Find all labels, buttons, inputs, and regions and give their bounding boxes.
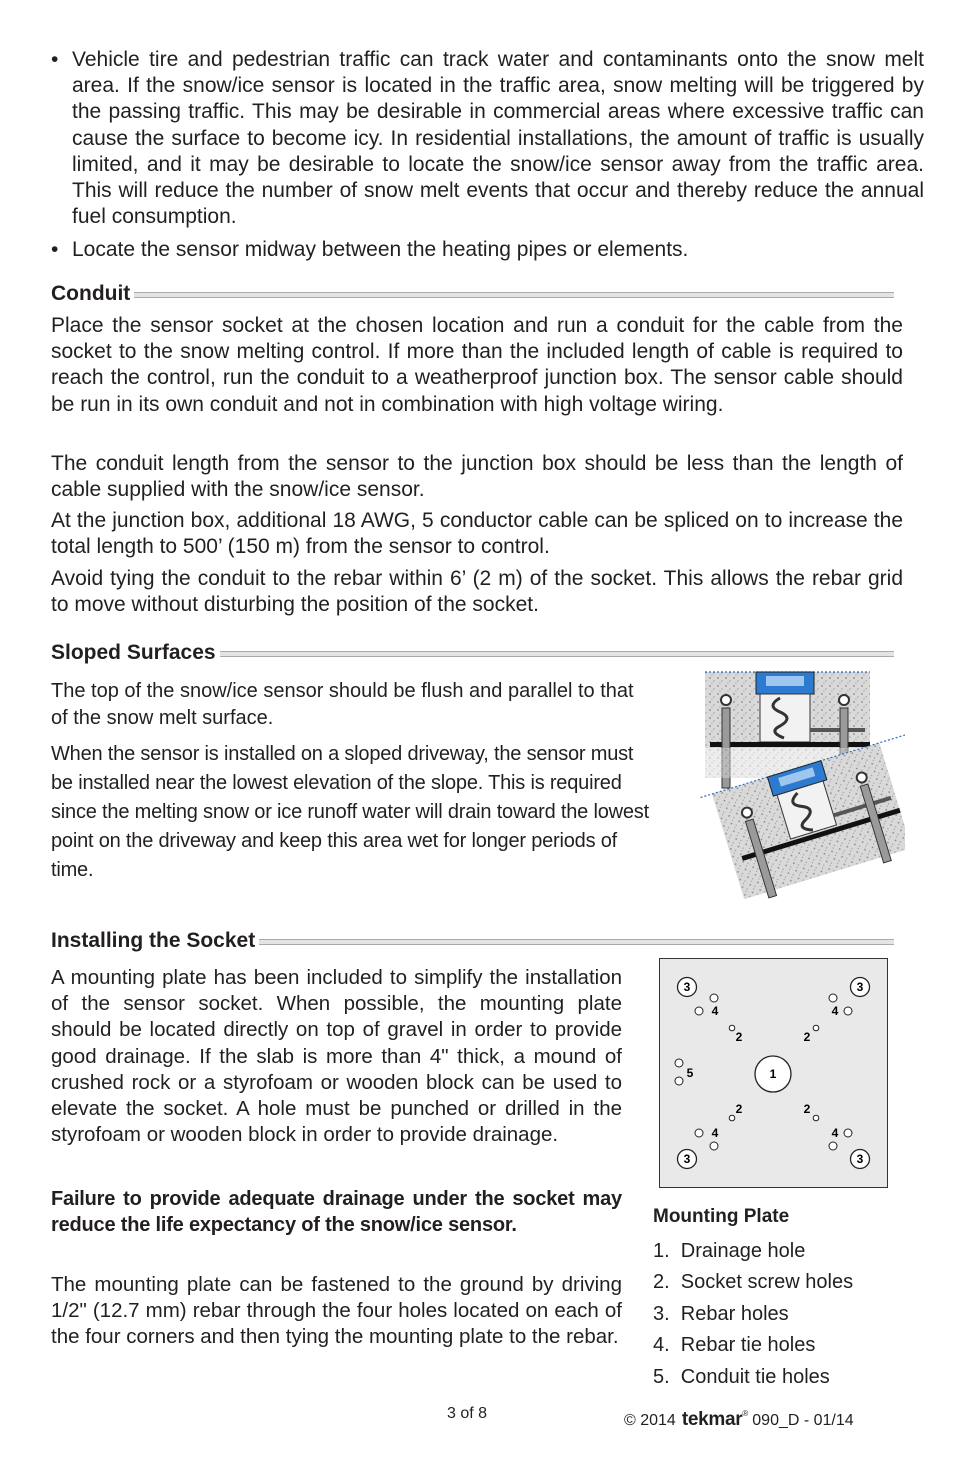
socket-warning: Failure to provide adequate drainage under the socket may reduce the life expectancy of the snow/ice sensor. <box>51 1188 622 1237</box>
socket-paragraph: The mounting plate can be fastened to the ground by driving 1/2" (12.7 mm) rebar through the four holes located on each of the four corners and then tying the mounting plate to the rebar. <box>51 1273 622 1349</box>
bullet-midway: • Locate the sensor midway between the heating pipes or elements. <box>51 237 924 263</box>
legend-item: 3. Rebar holes <box>653 1302 789 1325</box>
label-4: 4 <box>711 1004 719 1018</box>
label-4: 4 <box>831 1004 839 1018</box>
sloped-heading-text: Sloped Surfaces <box>51 641 216 664</box>
sloped-paragraph: When the sensor is installed on a sloped driveway, the sensor must be installed near the lowest elevation of the slope. This is required since the melting snow or ice runoff water will drain toward the lowest point on the driveway and keep this area wet for longer periods of time. <box>51 743 649 881</box>
socket-heading <box>51 928 894 954</box>
label-4: 4 <box>711 1126 719 1140</box>
label-2: 2 <box>735 1030 743 1044</box>
sensor-installation-illustration <box>700 668 905 930</box>
heading-rule <box>134 292 894 298</box>
label-3: 3 <box>683 980 691 994</box>
conduit-paragraph: Avoid tying the conduit to the rebar within 6’ (2 m) of the socket. This allows the rebar grid to move without disturbing the position of the socket. <box>51 567 903 617</box>
page-number: 3 of 8 <box>447 1405 488 1422</box>
legend-item: 1. Drainage hole <box>653 1240 806 1262</box>
copyright-text: © 2014 <box>624 1412 676 1429</box>
heading-rule <box>259 939 894 945</box>
conduit-heading <box>51 281 894 307</box>
label-2: 2 <box>803 1102 811 1116</box>
legend-item: 5. Conduit tie holes <box>653 1365 830 1388</box>
conduit-paragraph: At the junction box, additional 18 AWG, 5 conductor cable can be spliced on to increase the total length to 500’ (150 m) from the sensor to control. <box>51 509 903 559</box>
legend-item: 2. Socket screw holes <box>653 1271 854 1294</box>
document-code: 090_D - 01/14 <box>752 1412 854 1429</box>
mounting-plate-diagram <box>659 958 888 1188</box>
label-3: 3 <box>856 1152 864 1166</box>
label-2: 2 <box>735 1102 743 1116</box>
socket-heading-text: Installing the Socket <box>51 929 256 952</box>
brand-logo: tekmar <box>681 1409 743 1430</box>
label-3: 3 <box>856 980 864 994</box>
label-5: 5 <box>686 1066 694 1080</box>
bullet-traffic: • Vehicle tire and pedestrian traffic can track water and contaminants onto the snow melt area. If the snow/ice sensor is located in the traffic area, snow melting will be triggered by the passing traffic. This may be desirable in commercial areas where excessive traffic can cause the surface to become icy. In residential installations, the amount of traffic is usually limited, and it may be desirable to locate the snow/ice sensor away from the traffic area. This will reduce the number of snow melt events that occur and thereby reduce the annual fuel consumption. <box>51 47 924 230</box>
conduit-paragraph: The conduit length from the sensor to the junction box should be less than the length of cable supplied with the snow/ice sensor. <box>51 452 903 502</box>
heading-rule <box>220 651 894 657</box>
sloped-paragraph: The top of the snow/ice sensor should be flush and parallel to that of the snow melt surface. <box>51 680 634 729</box>
mounting-plate-legend <box>653 1236 853 1393</box>
socket-paragraph: A mounting plate has been included to simplify the installation of the sensor socket. When possible, the mounting plate should be located directly on top of gravel in order to provide good drainage. If the slab is more than 4" thick, a mound of crushed rock or a styrofoam or wooden block can be used to elevate the socket. A hole must be punched or drilled in the styrofoam or wooden block in order to provide drainage. <box>51 966 622 1147</box>
footer-copyright <box>624 1409 854 1431</box>
conduit-paragraph: Place the sensor socket at the chosen location and run a conduit for the cable from the socket to the snow melting control. If more than the included length of cable is required to reach the control, run the conduit to a weatherproof junction box. The sensor cable should be run in its own conduit and not in combination with high voltage wiring. <box>51 314 903 416</box>
sloped-heading <box>51 640 894 666</box>
label-4: 4 <box>831 1126 839 1140</box>
registered-mark: ® <box>742 1409 749 1418</box>
label-3: 3 <box>683 1152 691 1166</box>
conduit-heading-text: Conduit <box>51 282 131 305</box>
mounting-plate-title: Mounting Plate <box>653 1206 790 1227</box>
label-1: 1 <box>769 1067 777 1081</box>
legend-item: 4. Rebar tie holes <box>653 1334 816 1357</box>
label-2: 2 <box>803 1030 811 1044</box>
